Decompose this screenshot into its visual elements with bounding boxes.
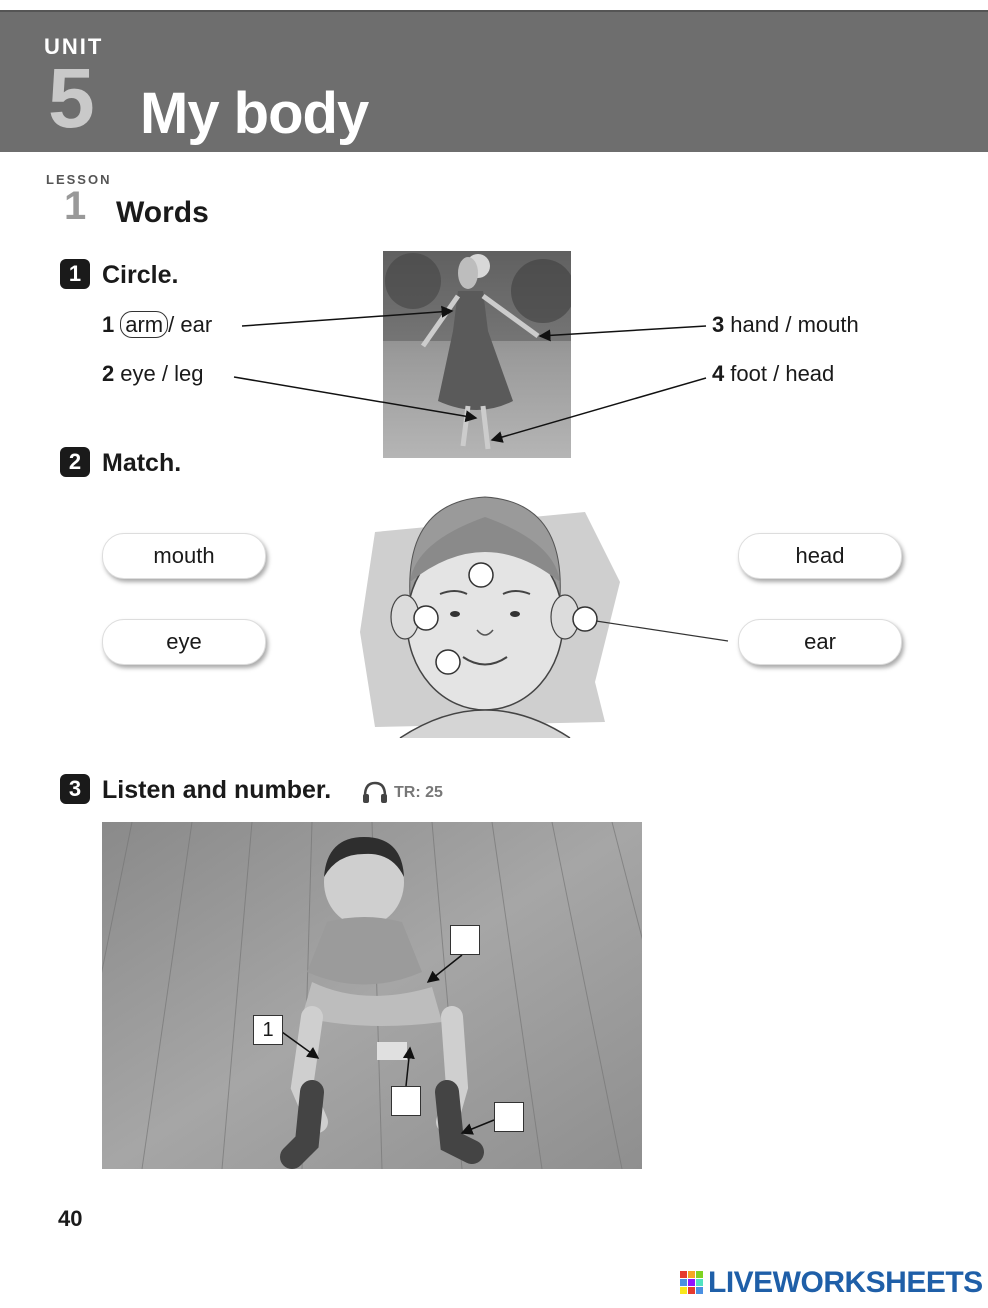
exercise-2-title: Match. <box>102 449 182 477</box>
track-label: TR: 25 <box>394 784 443 801</box>
separator: / <box>168 312 175 337</box>
circled-answer[interactable]: arm <box>120 311 168 338</box>
option-foot[interactable]: foot <box>730 361 767 386</box>
brand-logo <box>680 1266 983 1300</box>
option-leg[interactable]: leg <box>174 361 204 386</box>
answer-box-hand[interactable] <box>391 1086 421 1116</box>
liveworksheets-logo-icon <box>680 1271 704 1295</box>
lesson-title: Words <box>116 196 209 229</box>
exercise-3-number: 3 <box>60 774 90 804</box>
exercise-3-title: Listen and number. <box>102 776 332 804</box>
option-hand[interactable]: hand <box>730 312 780 337</box>
answer-box-foot[interactable] <box>494 1102 524 1132</box>
exercise-2-number: 2 <box>60 447 90 477</box>
option-head[interactable]: head <box>785 361 835 386</box>
match-word-eye[interactable]: eye <box>102 619 266 665</box>
separator: / <box>161 361 168 386</box>
separator: / <box>785 312 792 337</box>
item-number: 1 <box>102 312 115 337</box>
match-word-mouth[interactable]: mouth <box>102 533 266 579</box>
match-word-ear[interactable]: ear <box>738 619 902 665</box>
brand-text: LIVEWORKSHEETS <box>708 1266 983 1299</box>
option-ear[interactable]: ear <box>180 312 213 337</box>
answer-box-leg: 1 <box>253 1015 283 1045</box>
match-word-head[interactable]: head <box>738 533 902 579</box>
option-eye[interactable]: eye <box>120 361 156 386</box>
unit-number: 5 <box>48 51 95 145</box>
page-number: 40 <box>58 1206 83 1231</box>
answer-box-shirt[interactable] <box>450 925 480 955</box>
item-number: 3 <box>712 312 725 337</box>
lesson-label: LESSON <box>46 172 112 187</box>
option-mouth[interactable]: mouth <box>797 312 859 337</box>
item-number: 4 <box>712 361 725 386</box>
unit-label: UNIT <box>44 34 104 59</box>
item-number: 2 <box>102 361 115 386</box>
exercise-1-number: 1 <box>60 259 90 289</box>
lesson-number: 1 <box>64 184 87 228</box>
unit-title: My body <box>140 81 369 146</box>
exercise-1-title: Circle. <box>102 261 179 289</box>
separator: / <box>773 361 780 386</box>
